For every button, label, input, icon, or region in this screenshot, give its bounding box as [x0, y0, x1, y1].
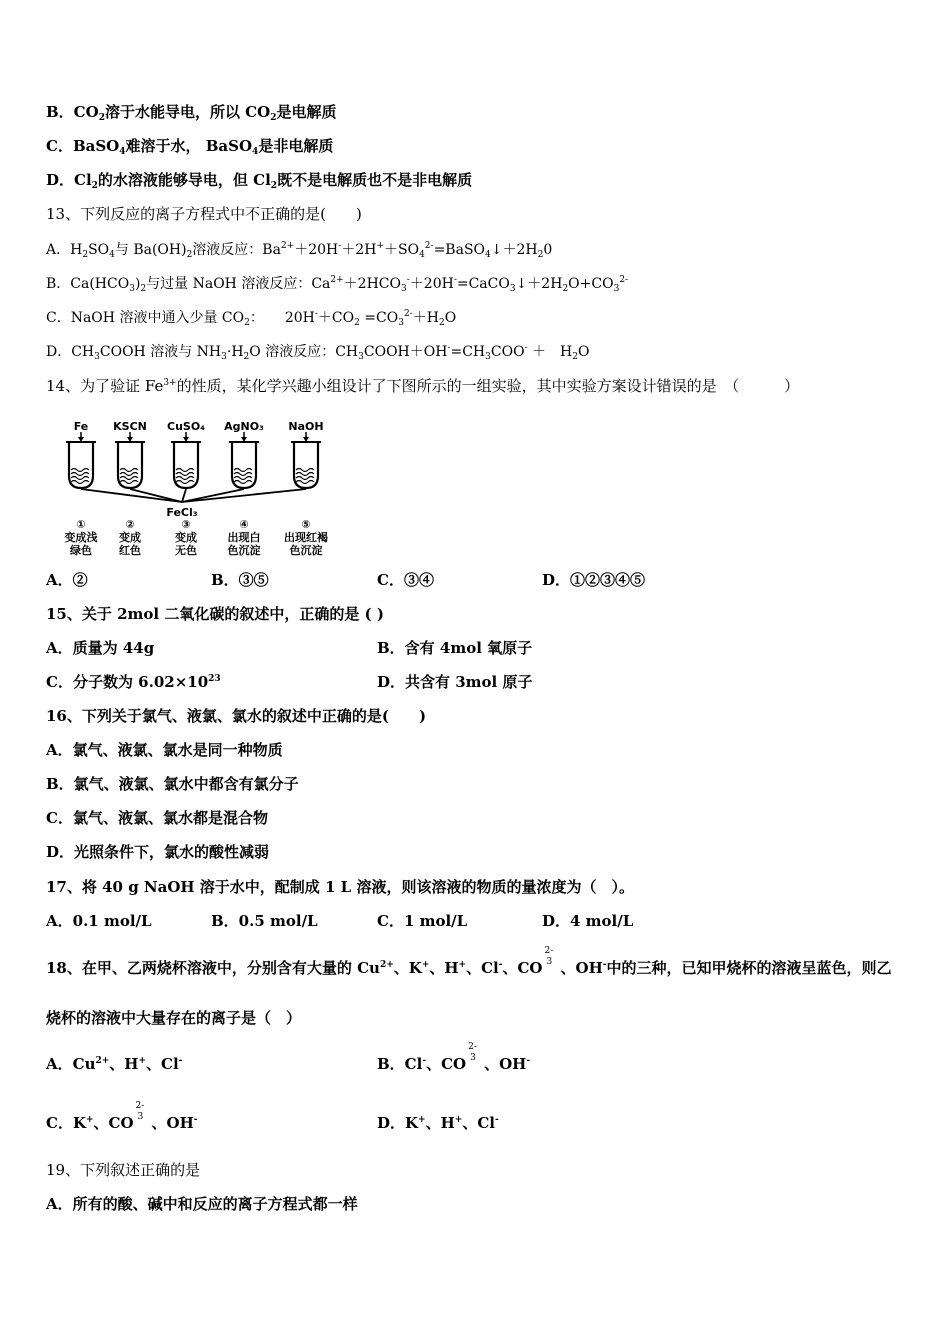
q16-option-b: B．氯气、液氯、氯水中都含有氯分子 — [46, 775, 299, 793]
q17-option-b: B．0.5 mol/L — [211, 912, 318, 930]
q13-stem: 13、下列反应的离子方程式中不正确的是( ) — [46, 205, 362, 223]
q17-option-c: C．1 mol/L — [377, 912, 468, 930]
reagent-label-1: Fe — [73, 420, 89, 433]
reagent-label-4: AgNO₃ — [224, 420, 264, 433]
observation-line2-3: 无色 — [175, 544, 197, 557]
q18-stem-line2: 烧杯的溶液中大量存在的离子是（ ） — [46, 1009, 302, 1027]
experiment-number-4: ④ — [239, 518, 249, 531]
q17-stem: 17、将 40 g NaOH 溶于水中，配制成 1 L 溶液，则该溶液的物质的量浓度为（ ）。 — [46, 878, 634, 896]
q13-option-c: C．NaOH 溶液中通入少量 $CO_2$： $20H^-+CO_2 =CO_3^{2-}+H_2O$ — [46, 309, 457, 328]
q15-stem: 15、关于 2mol 二氧化碳的叙述中，正确的是 ( ) — [46, 605, 384, 623]
q13-option-d: D．$CH_3COOH$ 溶液与 $NH_3\cdot H_2O$ 溶液反应：$CH_3COOH+OH^-=CH_3COO^-$ ＋ $H_2O$ — [46, 343, 590, 362]
q19-stem: 19、下列叙述正确的是 — [46, 1161, 201, 1179]
reagent-label-5: NaOH — [288, 420, 324, 433]
observation-line1-4: 出现白 — [227, 531, 261, 544]
q12-option-d: D．$Cl_2$的水溶液能够导电，但 $Cl_2$既不是电解质也不是非电解质 — [46, 171, 473, 191]
observation-line1-2: 变成 — [119, 531, 141, 544]
q14-option-d: D．①②③④⑤ — [542, 571, 646, 589]
q18-option-a: A．$Cu^{2+}$、H+、Cl- — [46, 1055, 183, 1073]
observation-line2-1: 绿色 — [70, 544, 92, 557]
experiment-number-1: ① — [76, 518, 86, 531]
test-tube-3 — [167, 420, 205, 502]
q18-option-b: B．Cl-、CO 2- 3 、OH- — [377, 1042, 531, 1073]
experiment-number-5: ⑤ — [301, 518, 311, 531]
q19-option-a: A．所有的酸、碱中和反应的离子方程式都一样 — [46, 1195, 358, 1213]
observation-line2-5: 色沉淀 — [289, 544, 323, 557]
q12-option-b: B．$CO_2$溶于水能导电，所以 $CO_2$是电解质 — [46, 103, 337, 123]
q16-stem: 16、下列关于氯气、液氯、氯水的叙述中正确的是( ) — [46, 707, 427, 725]
experiment-number-2: ② — [125, 518, 135, 531]
q13-option-b: B．$Ca(HCO_3)_2$与过量 NaOH 溶液反应：$Ca^{2+}+2HCO_3^-+20H^-=CaCO_3↓+2H_2O+CO_3^{2-}$ — [46, 275, 629, 294]
q12-option-c: C．BaSO$_4$难溶于水， BaSO$_4$是非电解质 — [46, 137, 334, 157]
q13-option-a: A．$H_2SO_4$与 $Ba(OH)_2$溶液反应：$Ba^{2+}+20H^-+2H^++SO_4^{2-}=BaSO_4↓+2H_20$ — [46, 241, 553, 260]
q15-option-d: D．共含有 3mol 原子 — [377, 673, 533, 691]
q17-option-d: D．4 mol/L — [542, 912, 634, 930]
reagent-label-3: CuSO₄ — [167, 420, 205, 433]
observation-line2-2: 红色 — [119, 544, 141, 557]
q18-option-c: C．K+、CO 2- 3 、OH- — [46, 1101, 198, 1132]
observation-line1-5: 出现红褐 — [284, 531, 328, 544]
q16-option-c: C．氯气、液氯、氯水都是混合物 — [46, 809, 268, 827]
q18-stem-line1: 18、在甲、乙两烧杯溶液中，分别含有大量的 $Cu^{2+}$、K+、H+、Cl-、CO 2- 3 、OH-中的三种，已知甲烧杯的溶液呈蓝色，则乙 — [46, 946, 892, 977]
center-reagent-label: FeCl₃ — [166, 506, 198, 519]
reagent-label-2: KSCN — [113, 420, 147, 433]
observation-line2-4: 色沉淀 — [227, 544, 261, 557]
q15-option-c: C．分子数为 $6.02\times 10^{23}$ — [46, 673, 221, 691]
q18-option-d: D．K+、H+、Cl- — [377, 1114, 499, 1132]
observation-line1-1: 变成浅 — [64, 531, 98, 544]
q16-option-d: D．光照条件下，氯水的酸性减弱 — [46, 843, 270, 861]
q14-option-b: B．③⑤ — [211, 571, 269, 589]
q15-option-b: B．含有 4mol 氧原子 — [377, 639, 533, 657]
q17-option-a: A．0.1 mol/L — [46, 912, 152, 930]
q14-stem: 14、为了验证 $Fe^{3+}$的性质，某化学兴趣小组设计了下图所示的一组实验，其中实验方案设计错误的是 （ ） — [46, 377, 800, 395]
experiment-number-3: ③ — [181, 518, 191, 531]
q16-option-a: A．氯气、液氯、氯水是同一种物质 — [46, 741, 283, 759]
q14-option-a: A．② — [46, 571, 88, 589]
experiment-diagram — [52, 418, 348, 558]
observation-line1-3: 变成 — [175, 531, 197, 544]
q15-option-a: A．质量为 44g — [46, 639, 155, 657]
q14-option-c: C．③④ — [377, 571, 434, 589]
